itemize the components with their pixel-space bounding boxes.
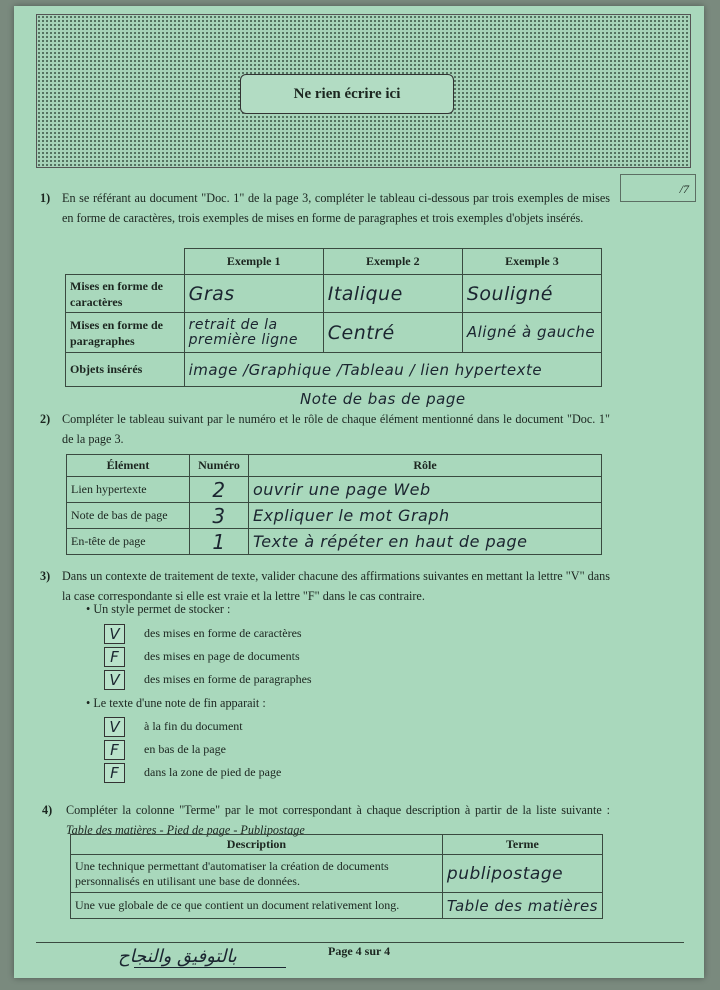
q1-col-3: Exemple 3 xyxy=(462,249,601,275)
q1-answer[interactable]: image /Graphique /Tableau / lien hypertexte xyxy=(184,353,601,387)
q3-group-title: • Un style permet de stocker : xyxy=(86,602,231,616)
q1-answer[interactable]: Centré xyxy=(323,313,462,353)
q1-col-2: Exemple 2 xyxy=(323,249,462,275)
tf-checkbox[interactable]: F xyxy=(104,647,125,667)
q1-answer[interactable]: Souligné xyxy=(462,275,601,313)
handwritten-arabic-note: بالتوفيق والنجاح xyxy=(118,946,237,967)
q4-terme[interactable]: publipostage xyxy=(442,855,602,893)
q1-row-label: Mises en forme de caractères xyxy=(66,275,185,313)
footer-divider xyxy=(36,942,684,943)
q2-numero[interactable]: 2 xyxy=(190,477,249,503)
q1-row-label: Mises en forme de paragraphes xyxy=(66,313,185,353)
q3-text: Dans un contexte de traitement de texte, valider chacune des affirmations suivantes en mettant la lettre "V" dans la case correspondante si elle est vraie et la lettre "F" dans le cas contraire. xyxy=(62,569,610,603)
handwritten-note: Note de bas de page xyxy=(300,390,466,408)
q2-col-element: Élément xyxy=(67,455,190,477)
tf-checkbox[interactable]: F xyxy=(104,740,125,760)
q1-table xyxy=(65,248,602,387)
q2-element: Lien hypertexte xyxy=(67,477,190,503)
score-box: /7 xyxy=(620,174,696,202)
q4-table xyxy=(70,834,603,919)
q3-group-title: • Le texte d'une note de fin apparait : xyxy=(86,696,266,710)
q4-text: Compléter la colonne "Terme" par le mot correspondant à chaque description à partir de la liste suivante : Table des matières - Pied de page - Publipostage xyxy=(66,803,610,837)
q2-element: Note de bas de page xyxy=(67,503,190,529)
q2-col-role: Rôle xyxy=(249,455,602,477)
q1-col-1: Exemple 1 xyxy=(184,249,323,275)
q2-numero[interactable]: 3 xyxy=(190,503,249,529)
q4-col-description: Description xyxy=(71,835,443,855)
q1-row-label: Objets insérés xyxy=(66,353,185,387)
q4-description: Une technique permettant d'automatiser la création de documents personnalisés en utilisant une base de données. xyxy=(71,855,443,893)
statement-label: dans la zone de pied de page xyxy=(144,765,282,779)
q4-col-terme: Terme xyxy=(442,835,602,855)
reserved-banner: Ne rien écrire ici xyxy=(240,74,454,114)
q4-description: Une vue globale de ce que contient un document relativement long. xyxy=(71,893,443,919)
statement-label: des mises en forme de caractères xyxy=(144,626,302,640)
q2-element: En-tête de page xyxy=(67,529,190,555)
q2-table xyxy=(66,454,602,555)
q1-number: 1) xyxy=(40,191,51,205)
statement-label: des mises en forme de paragraphes xyxy=(144,672,312,686)
exam-page xyxy=(14,6,704,978)
q1-text: En se référant au document "Doc. 1" de la page 3, compléter le tableau ci-dessous par trois exemples de mises en forme de caractères, trois exemples de mises en forme de paragraphes et trois exemples d'objets insérés. xyxy=(62,191,610,225)
q4-number: 4) xyxy=(42,803,53,817)
q2-role[interactable]: Expliquer le mot Graph xyxy=(249,503,602,529)
q1-answer[interactable]: retrait de la première ligne xyxy=(184,313,323,353)
q2-numero[interactable]: 1 xyxy=(190,529,249,555)
tf-checkbox[interactable]: V xyxy=(104,624,125,644)
q1-answer[interactable]: Aligné à gauche xyxy=(462,313,601,353)
term-list: Table des matières - Pied de page - Publipostage xyxy=(66,823,305,837)
tf-checkbox[interactable]: V xyxy=(104,717,125,737)
tf-checkbox[interactable]: F xyxy=(104,763,125,783)
page-number: Page 4 sur 4 xyxy=(328,944,391,958)
q2-number: 2) xyxy=(40,412,51,426)
q2-col-numero: Numéro xyxy=(190,455,249,477)
tf-checkbox[interactable]: V xyxy=(104,670,125,690)
q1-answer[interactable]: Italique xyxy=(323,275,462,313)
statement-label: des mises en page de documents xyxy=(144,649,300,663)
q4-terme[interactable]: Table des matières xyxy=(442,893,602,919)
statement-label: en bas de la page xyxy=(144,742,226,756)
q2-role[interactable]: ouvrir une page Web xyxy=(249,477,602,503)
statement-label: à la fin du document xyxy=(144,719,243,733)
arabic-underline xyxy=(134,967,286,968)
q1-answer[interactable]: Gras xyxy=(184,275,323,313)
q2-role[interactable]: Texte à répéter en haut de page xyxy=(249,529,602,555)
q3-number: 3) xyxy=(40,569,51,583)
q2-text: Compléter le tableau suivant par le numéro et le rôle de chaque élément mentionné dans le document "Doc. 1" de la page 3. xyxy=(62,412,610,446)
